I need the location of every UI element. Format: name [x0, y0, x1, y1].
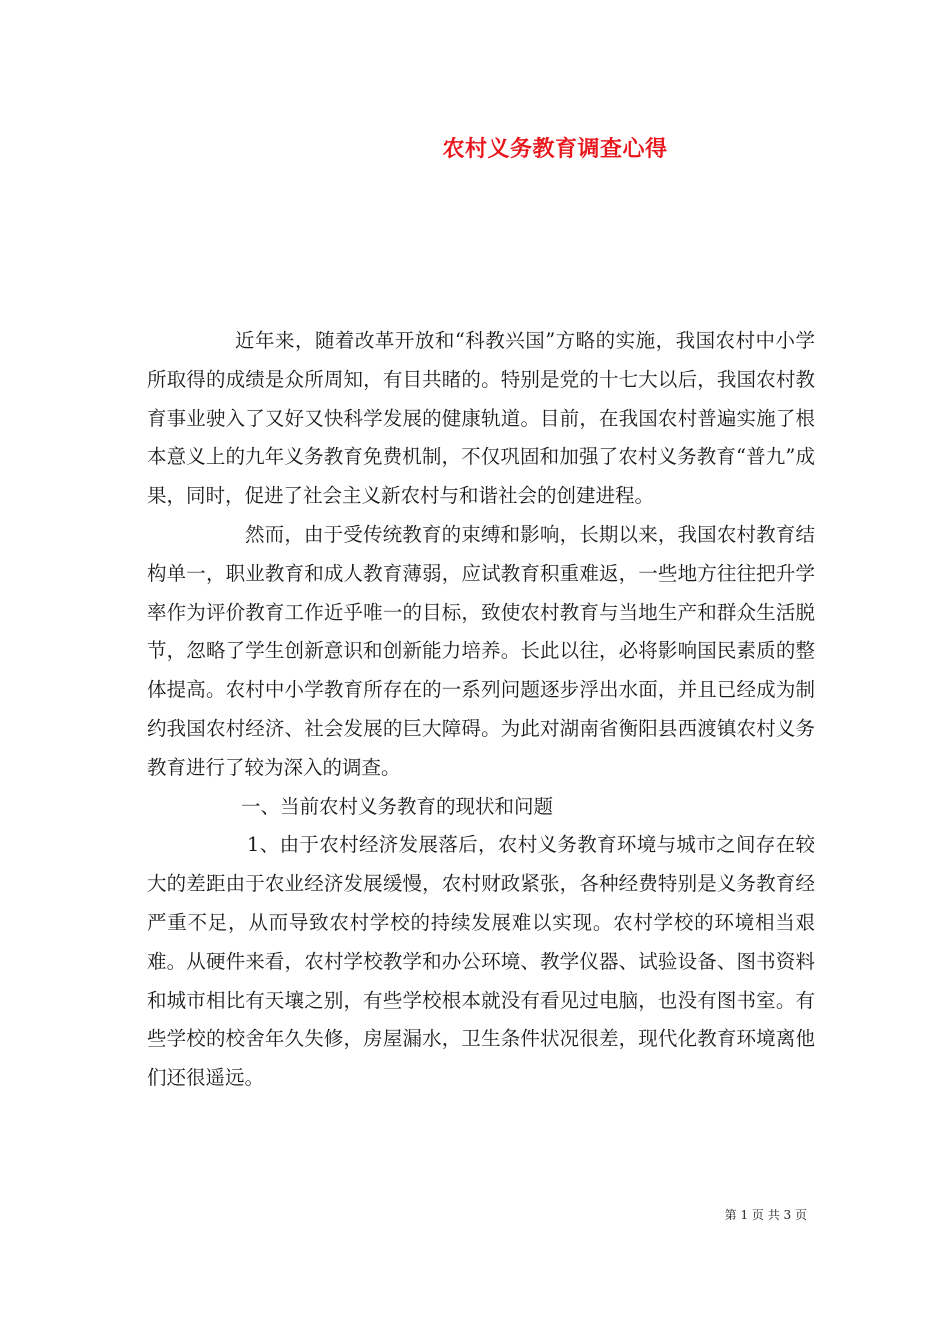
paragraph-however: 然而，由于受传统教育的束缚和影响，长期以来，我国农村教育结构单一，职业教育和成人教育薄弱，应试教育积重难返，一些地方往往把升学率作为评价教育工作近乎唯一的目标，致使农村教育与当地生产和群众生活脱节，忽略了学生创新意识和创新能力培养。长此以往，必将影响国民素质的整体提高。农村中小学教育所存在的一系列问题逐步浮出水面，并且已经成为制约我国农村经济、社会发展的巨大障碍。为此对湖南省衡阳县西渡镇农村义务教育进行了较为深入的调查。 [147, 522, 815, 779]
page-number: 第 1 页 共 3 页 [724, 1208, 807, 1222]
document-body [147, 322, 815, 1098]
paragraph-point-1: 1、由于农村经济发展落后，农村义务教育环境与城市之间存在较大的差距由于农业经济发展缓慢，农村财政紧张，各种经费特别是义务教育经严重不足，从而导致农村学校的持续发展难以实现。农村学校的环境相当艰难。从硬件来看，农村学校教学和办公环境、教学仪器、试验设备、图书资料和城市相比有天壤之别，有些学校根本就没有看见过电脑，也没有图书室。有些学校的校舍年久失修，房屋漏水，卫生条件状况很差，现代化教育环境离他们还很遥远。 [147, 833, 815, 1090]
section-heading: 一、当前农村义务教育的现状和问题 [241, 794, 554, 818]
paragraph-intro: 近年来，随着改革开放和“科教兴国”方略的实施，我国农村中小学所取得的成绩是众所周知，有目共睹的。特别是党的十七大以后，我国农村教育事业驶入了又好又快科学发展的健康轨道。目前，在我国农村普遍实施了根本意义上的九年义务教育免费机制，不仅巩固和加强了农村义务教育“普九”成果，同时，促进了社会主义新农村与和谐社会的创建进程。 [147, 329, 815, 508]
document-title: 农村义务教育调查心得 [442, 136, 668, 162]
